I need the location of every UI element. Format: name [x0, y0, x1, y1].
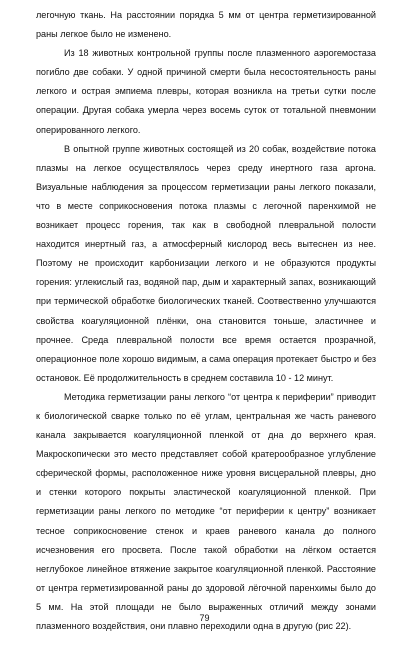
paragraph-4: Методика герметизации раны легкого “от центра к периферии” приводит к биологической сварке только по её углам, центральная же часть раневого канала закрывается коагуляционной пленкой от дна до верхнего края. Макроскопически это место представляет собой кратерообразное углубление сферической формы, расположенное ниже уровня висцеральной плевры, дно и стенки которого покрыты эластической коагуляционной пленкой. При герметизации раны легкого по методике “от периферии к центру” возникает тесное соприкосновение стенок и краев раневого канала до полного исчезновения его просвета. После такой обработки на лёгком остается неглубокое линейное втяжение закрытое коагуляционной пленкой. Расстояние от центра герметизированной раны до здоровой лёгочной паренхимы было до 5 мм. На этой площади не было выраженных отличий между зонами плазменного воздействия, они плавно переходили одна в другую (рис 22). [36, 391, 376, 631]
paragraph-2: Из 18 животных контрольной группы после плазменного аэрогемостаза погибло две собаки. У одной причиной смерти была несостоятельность раны легкого и острая эмпиема плевры, которая возникла на третьи сутки после операции. Другая собака умерла через восемь суток от тотальной пневмонии оперированного легкого. [36, 48, 376, 135]
paragraph-3: В опытной группе животных состоящей из 20 собак, воздействие потока плазмы на легкое осуществлялось через среду инертного газа аргона. Визуальные наблюдения за процессом герметизации раны легкого показали, что в месте соприкосновения потока плазмы с легочной паренхимой не возникает процесс горения, так как в свободной плевральной полости находится инертный газ, а атмосферный кислород весь вытеснен из нее. Поэтому не происходит карбонизации легкого и не образуются продукты горения: углекислый газ, водяной пар, дым и характерный запах, возникающий при термической обработке биологических тканей. Соотвественно улучшаются свойства коагуляционной плёнки, она становится тоньше, эластичнее и прочнее. Среда плевральной полости все время остается прозрачной, операционное поле хорошо видимым, а сама операция протекает быстро и без остановок. Её продолжительность в среднем составила 10 - 12 минут. [36, 143, 376, 383]
paragraph-1: легочную ткань. На расстоянии порядка 5 мм от центра герметизированной раны легкое было не изменено. [36, 10, 376, 40]
page-number: 79 [199, 613, 210, 623]
